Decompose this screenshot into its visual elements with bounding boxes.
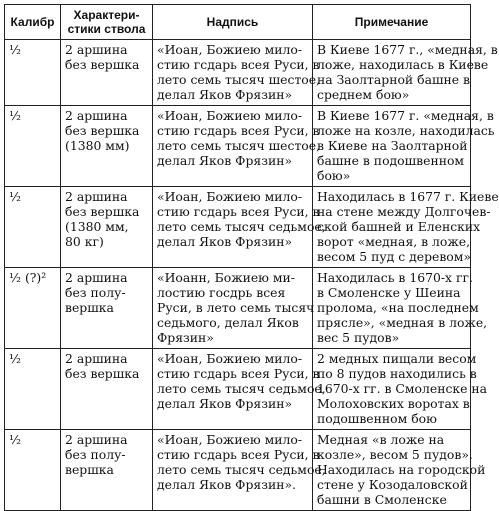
characteristics-cell — [61, 40, 153, 106]
header-characteristics-line: Характери- — [73, 8, 140, 22]
note-line: стене у Козодаловской — [317, 477, 468, 492]
header-row — [5, 5, 471, 40]
note-cell — [313, 430, 486, 511]
note-line: пролома, «на последнем — [317, 300, 479, 315]
inscription-line: «Иоан, Божиею мило- — [157, 432, 303, 447]
note-line: 1670-х гг. в Смоленске на — [317, 381, 488, 396]
table-row — [5, 106, 471, 187]
header-inscription: Надпись — [153, 5, 313, 40]
characteristics-cell — [61, 430, 153, 511]
note-line: Находилась в 1670-х гг. — [317, 270, 473, 285]
inscription-line: «Иоан, Божиею мило- — [157, 42, 303, 57]
note-line: в Киеве на Заолтарной — [317, 138, 468, 153]
characteristics-line: 2 аршина — [65, 351, 128, 366]
characteristics-cell — [61, 268, 153, 349]
header-characteristics — [61, 5, 153, 40]
characteristics-line: вершка — [65, 462, 114, 477]
note-cell — [313, 106, 495, 187]
caliber-cell: ½ (?)² — [5, 268, 61, 349]
header-caliber: Калибр — [5, 5, 61, 40]
table-row — [5, 349, 471, 430]
table-row — [5, 40, 471, 106]
note-line: В Киеве 1677 г. «медная, в — [317, 108, 494, 123]
note-line: Находилась в 1677 г. Киеве — [317, 189, 499, 204]
inscription-line: лето семь тысяч седьмое, — [157, 462, 326, 477]
note-line: Медная «в ложе на — [317, 432, 445, 447]
note-line: ложе на козле, находилась — [317, 123, 495, 138]
inscription-line: седьмого, делал Яков — [157, 315, 299, 330]
inscription-line: делал Яков Фрязин» — [157, 396, 293, 411]
inscription-line: «Иоан, Божиею мило- — [157, 108, 303, 123]
inscription-line: стию гсдарь всея Руси, в — [157, 204, 320, 219]
inscription-cell — [153, 349, 326, 430]
inscription-line: стию гсдарь всея Руси, в — [157, 123, 320, 138]
header-characteristics-line: стики ствола — [67, 22, 146, 36]
characteristics-line: без вершка — [65, 57, 140, 72]
inscription-line: делал Яков Фрязин» — [157, 153, 293, 168]
inscription-line: делал Яков Фрязин» — [157, 234, 293, 249]
inscription-line: «Иоан, Божиею мило- — [157, 189, 303, 204]
characteristics-line: вершка — [65, 300, 114, 315]
inscription-line: лето семь тысяч седьмое, — [157, 381, 326, 396]
artillery-table — [4, 4, 499, 511]
note-line: башни в Смоленске — [317, 492, 447, 507]
inscription-line: «Иоан, Божиею мило- — [157, 351, 303, 366]
characteristics-line: 80 кг) — [65, 234, 104, 249]
note-line: 2 медных пищали весом — [317, 351, 477, 366]
header-note: Примечание — [313, 5, 471, 40]
note-line: вес 5 пудов» — [317, 330, 400, 345]
characteristics-line: без вершка — [65, 204, 140, 219]
characteristics-line: без полу- — [65, 447, 126, 462]
note-cell — [313, 349, 488, 430]
table-row — [5, 268, 471, 349]
inscription-line: Руси, в лето семь тысяч — [157, 300, 315, 315]
note-line: ложе, находилась в Киеве — [317, 57, 489, 72]
caliber-cell: ½ — [5, 187, 61, 268]
inscription-line: лето семь тысяч седьмое, — [157, 219, 326, 234]
characteristics-line: без вершка — [65, 123, 140, 138]
characteristics-line: без вершка — [65, 366, 140, 381]
note-line: Молоховских воротах в — [317, 396, 470, 411]
inscription-line: стию гсдарь всея Руси, в — [157, 57, 320, 72]
inscription-cell — [153, 187, 326, 268]
note-cell — [313, 40, 498, 106]
caliber-cell: ½ — [5, 430, 61, 511]
note-line: Находилась на городской — [317, 462, 486, 477]
characteristics-line: (1380 мм) — [65, 138, 130, 153]
note-line: среднем бою» — [317, 87, 410, 102]
caliber-cell: ½ — [5, 40, 61, 106]
inscription-cell — [153, 40, 321, 106]
characteristics-line: (1380 мм, — [65, 219, 129, 234]
characteristics-cell — [61, 106, 153, 187]
characteristics-line: 2 аршина — [65, 108, 128, 123]
characteristics-line: 2 аршина — [65, 189, 128, 204]
note-line: башне в подошвенном — [317, 153, 465, 168]
note-line: бою» — [317, 168, 351, 183]
table-row — [5, 187, 471, 268]
characteristics-line: 2 аршина — [65, 270, 128, 285]
note-line: на стене между Долгочев- — [317, 204, 491, 219]
note-line: В Киеве 1677 г., «медная, в — [317, 42, 498, 57]
caliber-cell: ½ — [5, 349, 61, 430]
note-line: подошвенном бою — [317, 411, 437, 426]
note-line: по 8 пудов находились в — [317, 366, 477, 381]
inscription-line: лето семь тысяч шестое, — [157, 138, 321, 153]
inscription-line: стию гсдарь всея Руси, в — [157, 366, 320, 381]
note-line: прясле», «медная в ложе, — [317, 315, 488, 330]
note-line: на Заолтарной башне в — [317, 72, 470, 87]
characteristics-line: 2 аршина — [65, 42, 128, 57]
note-line: весом 5 пуд с деревом» — [317, 249, 471, 264]
table-row — [5, 430, 471, 511]
characteristics-line: 2 аршина — [65, 432, 128, 447]
inscription-line: лостию госдрь всея — [157, 285, 286, 300]
note-line: козле», весом 5 пудов». — [317, 447, 473, 462]
note-cell — [313, 187, 499, 268]
inscription-line: лето семь тысяч шестое, — [157, 72, 321, 87]
inscription-line: делал Яков Фрязин». — [157, 477, 296, 492]
inscription-cell — [153, 268, 313, 349]
note-line: ворот «медная, в ложе, — [317, 234, 471, 249]
inscription-line: Фрязин» — [157, 330, 214, 345]
note-cell — [313, 268, 488, 349]
inscription-line: делал Яков Фрязин» — [157, 87, 293, 102]
inscription-cell — [153, 430, 326, 511]
caliber-cell: ½ — [5, 106, 61, 187]
note-line: ской башней и Еленских — [317, 219, 481, 234]
characteristics-line: без полу- — [65, 285, 126, 300]
characteristics-cell — [61, 349, 153, 430]
inscription-line: «Иоанн, Божиею ми- — [157, 270, 295, 285]
inscription-cell — [153, 106, 321, 187]
characteristics-cell — [61, 187, 153, 268]
note-line: в Смоленске у Шеина — [317, 285, 461, 300]
inscription-line: стию гсдарь всея Руси, в — [157, 447, 320, 462]
